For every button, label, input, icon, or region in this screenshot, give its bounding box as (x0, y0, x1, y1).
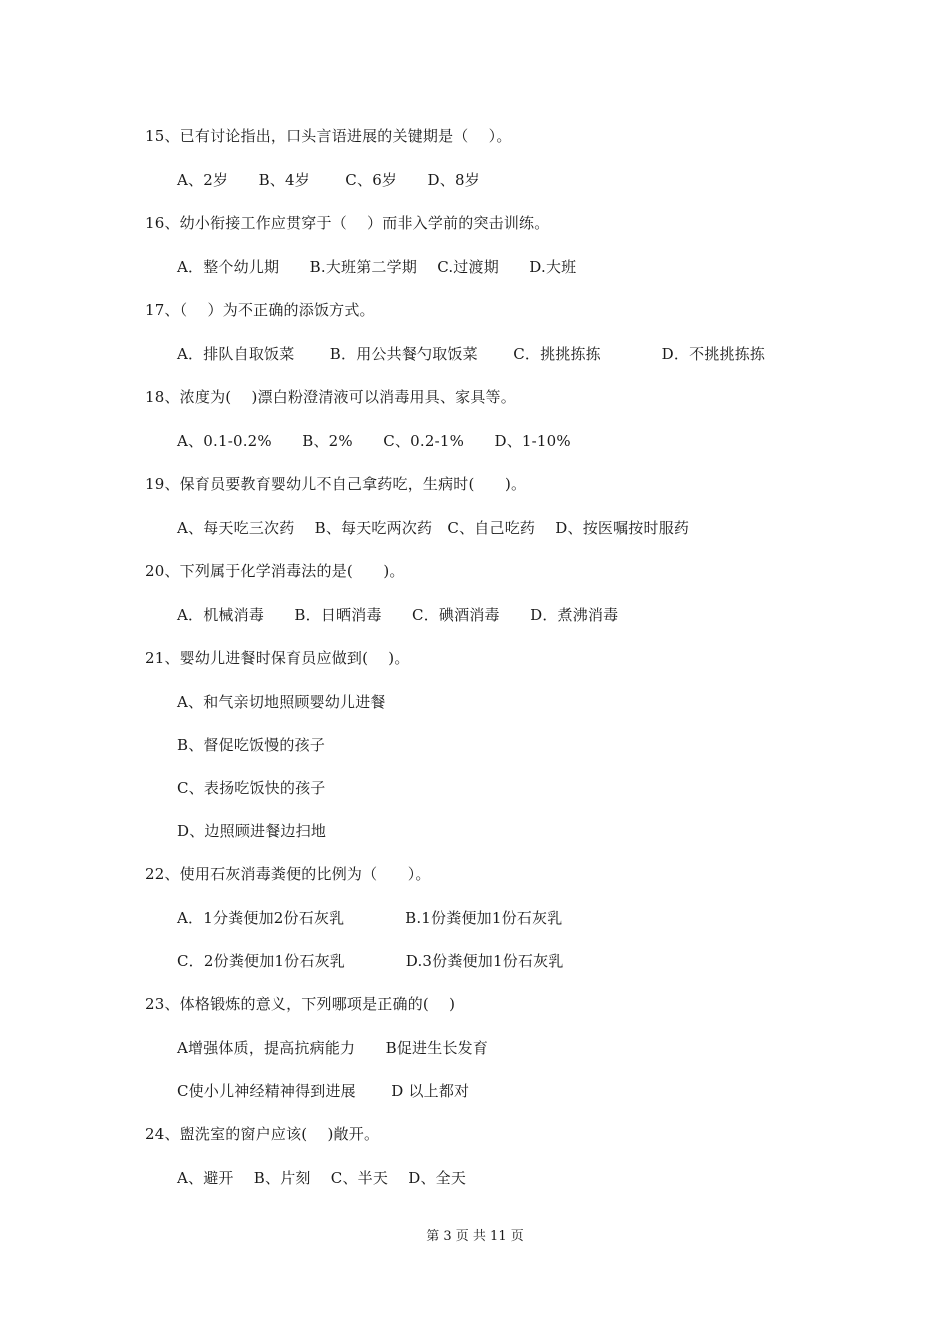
page-number-footer: 第 3 页 共 11 页 (426, 1229, 524, 1244)
question-18-options: A、0.1-0.2% B、2% C、0.2-1% D、1-10% (177, 432, 571, 450)
question-21-option-a: A、和气亲切地照顾婴幼儿进餐 (177, 693, 386, 711)
question-15-options: A、2岁 B、4岁 C、6岁 D、8岁 (177, 171, 480, 189)
question-21-option-c: C、表扬吃饭快的孩子 (177, 779, 326, 797)
question-15-stem: 15、已有讨论指出，口头言语进展的关键期是（ ）。 (145, 127, 512, 145)
question-23-options-ab: A增强体质，提高抗病能力 B促进生长发育 (177, 1039, 489, 1057)
question-24-options: A、避开 B、片刻 C、半天 D、全天 (177, 1169, 467, 1187)
question-22-options-cd: C．2份粪便加1份石灰乳 D.3份粪便加1份石灰乳 (177, 952, 564, 970)
question-16-options: A．整个幼儿期 B.大班第二学期 C.过渡期 D.大班 (177, 258, 577, 276)
question-22-options-ab: A．1分粪便加2份石灰乳 B.1份粪便加1份石灰乳 (177, 909, 563, 927)
question-18-stem: 18、浓度为( )漂白粉澄清液可以消毒用具、家具等。 (145, 388, 516, 406)
question-19-stem: 19、保育员要教育婴幼儿不自己拿药吃，生病时( )。 (145, 475, 527, 493)
question-19-options: A、每天吃三次药 B、每天吃两次药 C、自己吃药 D、按医嘱按时服药 (177, 519, 690, 537)
question-20-stem: 20、下列属于化学消毒法的是( )。 (145, 562, 405, 580)
question-16-stem: 16、幼小衔接工作应贯穿于（ ）而非入学前的突击训练。 (145, 214, 550, 232)
question-23-options-cd: C使小儿神经精神得到进展 D 以上都对 (177, 1082, 470, 1100)
question-20-options: A．机械消毒 B．日晒消毒 C．碘酒消毒 D．煮沸消毒 (177, 606, 619, 624)
question-23-stem: 23、体格锻炼的意义，下列哪项是正确的( ) (145, 995, 456, 1013)
question-22-stem: 22、使用石灰消毒粪便的比例为（ ）。 (145, 865, 431, 883)
question-17-stem: 17、（ ）为不正确的添饭方式。 (145, 301, 375, 319)
question-24-stem: 24、盥洗室的窗户应该( )敞开。 (145, 1125, 380, 1143)
question-17-options: A．排队自取饭菜 B．用公共餐勺取饭菜 C．挑挑拣拣 D．不挑挑拣拣 (177, 345, 766, 363)
question-21-option-b: B、督促吃饭慢的孩子 (177, 736, 326, 754)
question-21-option-d: D、边照顾进餐边扫地 (177, 822, 327, 840)
question-21-stem: 21、婴幼儿进餐时保育员应做到( )。 (145, 649, 410, 667)
